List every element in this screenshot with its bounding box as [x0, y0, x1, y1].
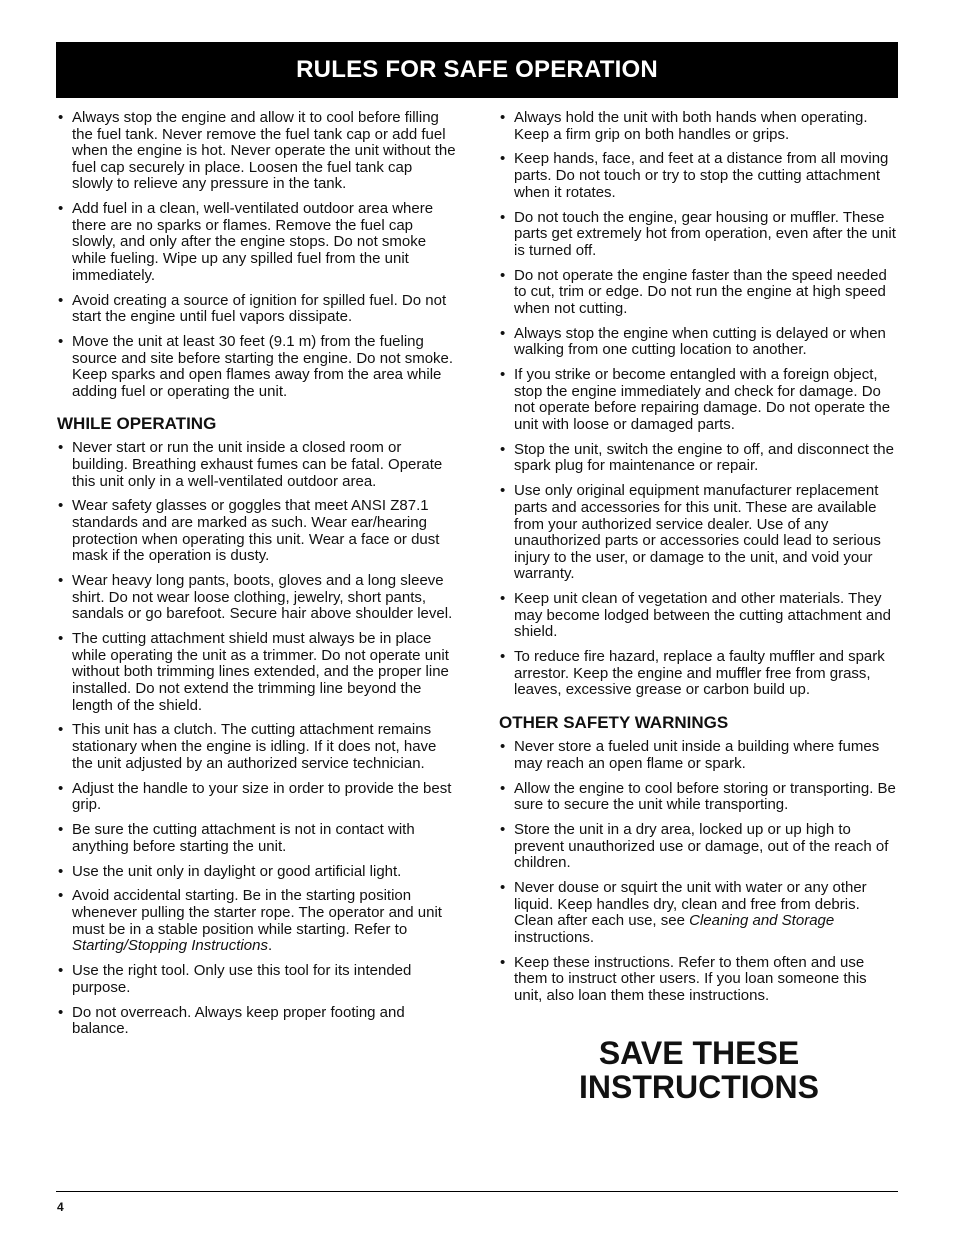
list-item: • Always stop the engine and allow it to cool before filling the fuel tank. Never remove the fuel tank cap or add fuel when the engine is hot. Never operate the unit without the fuel cap securely in place. Loosen the fuel tank cap slowly to relieve any pressure in the tank. — [57, 110, 457, 193]
right-column — [499, 110, 899, 1013]
list-item: • Never store a fueled unit inside a building where fumes may reach an open flame or spark. — [499, 739, 899, 772]
item-text: Never douse or squirt the unit with water or any other liquid. Keep handles dry, clean and free from debris. Clean after each use, see — [514, 879, 867, 930]
list-item — [57, 888, 457, 954]
other-safety-warnings-list — [499, 739, 899, 1005]
list-item: • If you strike or become entangled with a foreign object, stop the engine immediately and check for damage. Do not operate before repairing damage. Do not operate the unit with loose or damaged parts. — [499, 367, 899, 433]
save-line-1: SAVE THESE — [598, 1035, 800, 1071]
cleaning-storage-reference: Cleaning and Storage — [689, 912, 835, 930]
list-item: • Do not overreach. Always keep proper footing and balance. — [57, 1005, 457, 1038]
fueling-list — [57, 110, 457, 400]
list-item: • Keep these instructions. Refer to them often and use them to instruct other users. If you loan someone this unit, also loan them these instructions. — [499, 955, 899, 1005]
list-item: • Use the unit only in daylight or good artificial light. — [57, 864, 457, 881]
list-item: • Wear heavy long pants, boots, gloves and a long sleeve shirt. Do not wear loose clothing, jewelry, short pants, sandals or go barefoot. Secure hair above shoulder level. — [57, 573, 457, 623]
page-title: RULES FOR SAFE OPERATION — [296, 56, 658, 83]
list-item: • This unit has a clutch. The cutting attachment remains stationary when the engine is idling. If it does not, have the unit adjusted by an authorized service technician. — [57, 722, 457, 772]
other-safety-warnings-heading: OTHER SAFETY WARNINGS — [499, 713, 729, 733]
save-line-2: INSTRUCTIONS — [579, 1069, 819, 1105]
list-item: • Use the right tool. Only use this tool for its intended purpose. — [57, 963, 457, 996]
left-column — [57, 110, 457, 1046]
list-item: • Never start or run the unit inside a closed room or building. Breathing exhaust fumes can be fatal. Operate this unit only in a well-ventilated outdoor area. — [57, 440, 457, 490]
section-banner — [56, 42, 898, 98]
list-item: • Be sure the cutting attachment is not in contact with anything before starting the unit. — [57, 822, 457, 855]
footer-divider — [56, 1191, 898, 1192]
page-number: 4 — [57, 1200, 64, 1214]
operating-rules-list — [499, 110, 899, 699]
list-item: • Always hold the unit with both hands when operating. Keep a firm grip on both handles or grips. — [499, 110, 899, 143]
while-operating-heading: WHILE OPERATING — [57, 414, 217, 434]
list-item: • The cutting attachment shield must always be in place while operating the unit as a trimmer. Do not operate unit without both trimming lines extended, and the proper line installed. Do not extend the trimming line beyond the length of the shield. — [57, 631, 457, 714]
list-item: • Always stop the engine when cutting is delayed or when walking from one cutting location to another. — [499, 326, 899, 359]
list-item: • Do not operate the engine faster than the speed needed to cut, trim or edge. Do not run the engine at high speed when not cutting. — [499, 268, 899, 318]
list-item: • Keep unit clean of vegetation and other materials. They may become lodged between the cutting attachment and shield. — [499, 591, 899, 641]
list-item: • Move the unit at least 30 feet (9.1 m) from the fueling source and site before starting the engine. Do not smoke. Keep sparks and open flames away from the area while adding fuel or operating the unit. — [57, 334, 457, 400]
item-text-end: . — [267, 937, 273, 955]
list-item: • Avoid creating a source of ignition for spilled fuel. Do not start the engine until fuel vapors dissipate. — [57, 293, 457, 326]
while-operating-list — [57, 440, 457, 1037]
list-item: • Stop the unit, switch the engine to off, and disconnect the spark plug for maintenance or repair. — [499, 442, 899, 475]
item-text-end: instructions. — [514, 928, 595, 946]
list-item: • Do not touch the engine, gear housing or muffler. These parts get extremely hot from operation, even after the unit is turned off. — [499, 210, 899, 260]
save-instructions-notice — [499, 1036, 899, 1104]
item-text: Avoid accidental starting. Be in the starting position whenever pulling the starter rope. The operator and unit must be in a stable position while starting. Refer to — [72, 887, 442, 938]
list-item: • To reduce fire hazard, replace a faulty muffler and spark arrestor. Keep the engine and muffler free from grass, leaves, excessive grease or carbon build up. — [499, 649, 899, 699]
list-item: • Use only original equipment manufacturer replacement parts and accessories for this unit. These are available from your authorized service dealer. Use of any unauthorized parts or accessories could lead to serious injury to the user, or damage to the unit, and void your warranty. — [499, 483, 899, 583]
list-item — [499, 880, 899, 946]
starting-instructions-reference: Starting/Stopping Instructions — [72, 937, 268, 955]
list-item: • Store the unit in a dry area, locked up or up high to prevent unauthorized use or damage, out of the reach of children. — [499, 822, 899, 872]
list-item: • Wear safety glasses or goggles that meet ANSI Z87.1 standards and are marked as such. Wear ear/hearing protection when operating this unit. Wear a face or dust mask if the operation is dusty. — [57, 498, 457, 564]
list-item: • Adjust the handle to your size in order to provide the best grip. — [57, 781, 457, 814]
list-item: • Allow the engine to cool before storing or transporting. Be sure to secure the unit while transporting. — [499, 781, 899, 814]
list-item: • Add fuel in a clean, well-ventilated outdoor area where there are no sparks or flames. Remove the fuel cap slowly, and only after the engine stops. Do not smoke while fueling. Wipe up any spilled fuel from the unit immediately. — [57, 201, 457, 284]
list-item: • Keep hands, face, and feet at a distance from all moving parts. Do not touch or try to stop the cutting attachment when it rotates. — [499, 151, 899, 201]
